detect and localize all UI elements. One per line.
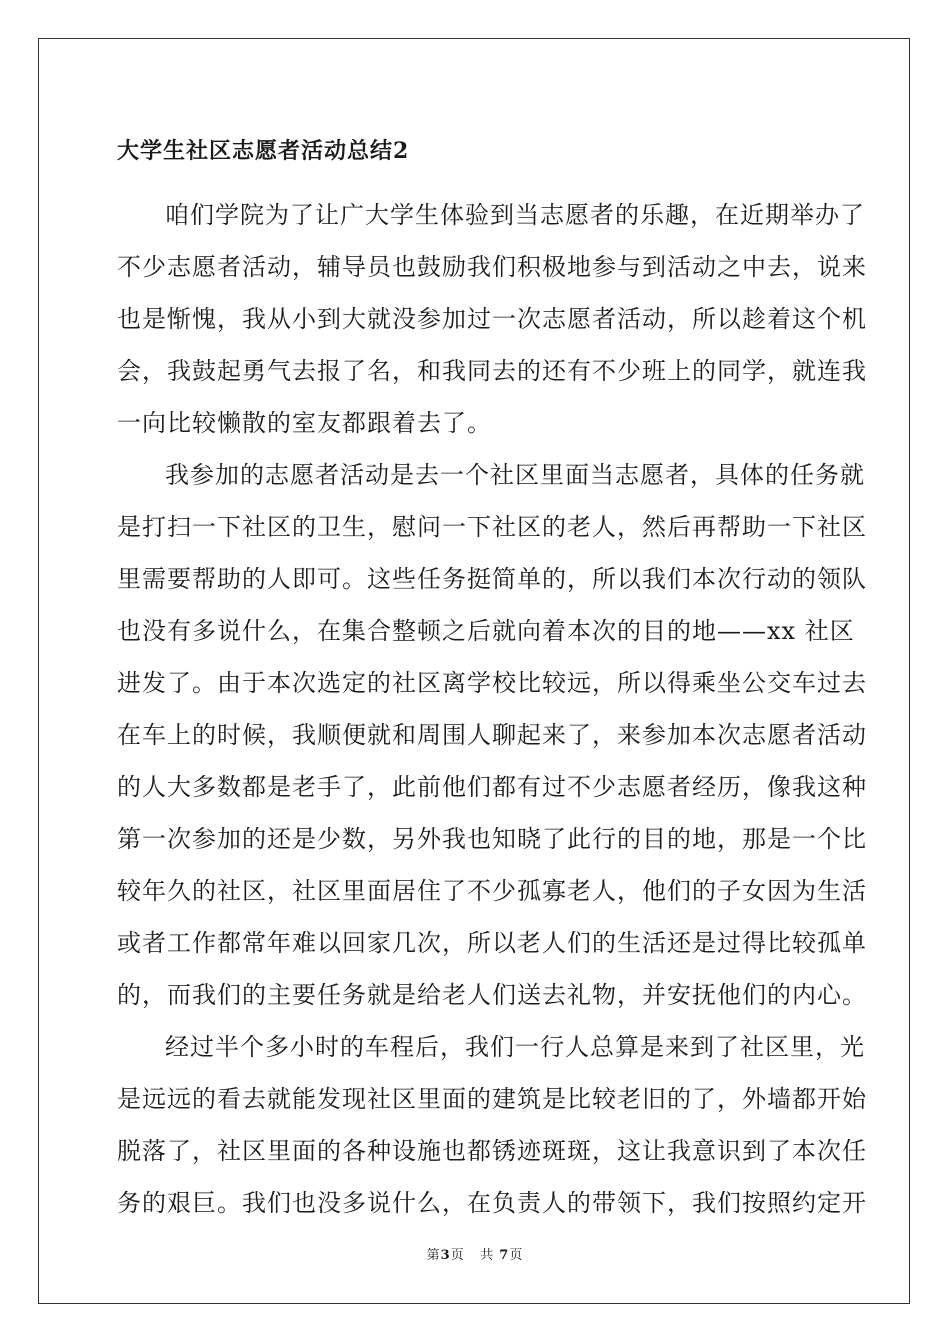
text-line: 会，我鼓起勇气去报了名，和我同去的还有不少班上的同学，就连我 xyxy=(117,357,867,385)
page-total: 共 7页 xyxy=(480,1248,524,1263)
document-title: 大学生社区志愿者活动总结2 xyxy=(117,138,410,164)
text-line: 的，而我们的主要任务就是给老人们送去礼物，并安抚他们的内心。 xyxy=(117,981,867,1009)
text-line: 一向比较懒散的室友都跟着去了。 xyxy=(117,409,492,437)
text-line: 咱们学院为了让广大学生体验到当志愿者的乐趣，在近期举办了 xyxy=(165,201,865,229)
text-line: 不少志愿者活动，辅导员也鼓励我们积极地参与到活动之中去，说来 xyxy=(117,253,867,281)
text-line: 经过半个多小时的车程后，我们一行人总算是来到了社区里，光 xyxy=(165,1033,865,1061)
text-line: 脱落了，社区里面的各种设施也都锈迹斑斑，这让我意识到了本次任 xyxy=(117,1137,867,1165)
page-footer xyxy=(39,1247,911,1265)
text-line: 是远远的看去就能发现社区里面的建筑是比较老旧的了，外墙都开始 xyxy=(117,1085,867,1113)
text-line: 在车上的时候，我顺便就和周围人聊起来了，来参加本次志愿者活动 xyxy=(117,721,867,749)
text-line: 的人大多数都是老手了，此前他们都有过不少志愿者经历，像我这种 xyxy=(117,773,867,801)
text-line: 也是惭愧，我从小到大就没参加过一次志愿者活动，所以趁着这个机 xyxy=(117,305,867,333)
text-line: 较年久的社区，社区里面居住了不少孤寡老人，他们的子女因为生活 xyxy=(117,877,867,905)
document-page xyxy=(38,38,910,1304)
text-line: 也没有多说什么，在集合整顿之后就向着本次的目的地——xx 社区 xyxy=(117,617,855,645)
text-line: 是打扫一下社区的卫生，慰问一下社区的老人，然后再帮助一下社区 xyxy=(117,513,867,541)
text-line: 进发了。由于本次选定的社区离学校比较远，所以得乘坐公交车过去 xyxy=(117,669,867,697)
text-line: 务的艰巨。我们也没多说什么，在负责人的带领下，我们按照约定开 xyxy=(117,1189,867,1217)
text-line: 或者工作都常年难以回家几次，所以老人们的生活还是过得比较孤单 xyxy=(117,929,867,957)
text-line: 我参加的志愿者活动是去一个社区里面当志愿者，具体的任务就 xyxy=(165,461,865,489)
page-number: 第3页 xyxy=(426,1248,465,1263)
text-line: 里需要帮助的人即可。这些任务挺简单的，所以我们本次行动的领队 xyxy=(117,565,867,593)
text-line: 第一次参加的还是少数，另外我也知晓了此行的目的地，那是一个比 xyxy=(117,825,867,853)
